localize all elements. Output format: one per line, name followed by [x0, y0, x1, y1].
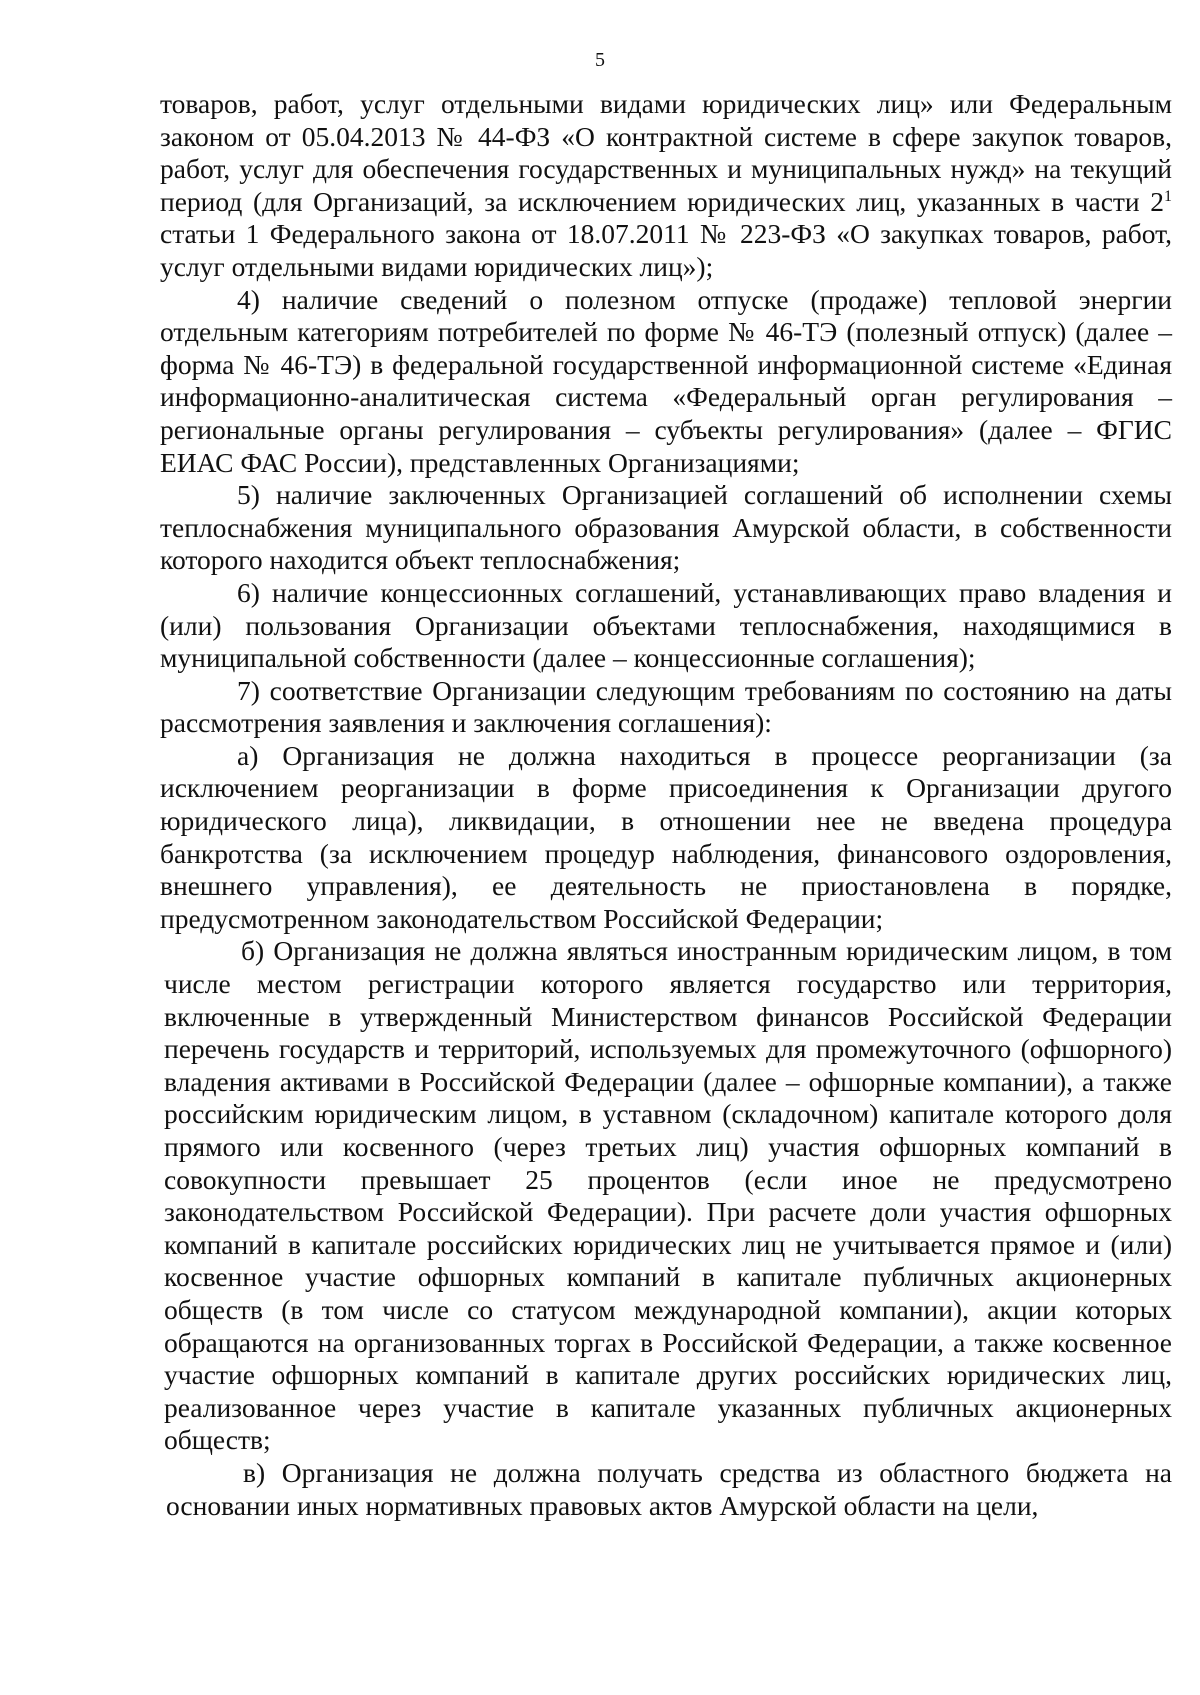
document-body — [160, 88, 1172, 1522]
paragraph-subitem-v: в) Организация не должна получать средства из областного бюджета на основании иных нормативных правовых актов Амурской области на цели, — [166, 1456, 1172, 1521]
paragraph-text: статьи 1 Федерального закона от 18.07.2011 № 223-ФЗ «О закупках товаров, работ, услуг отдельными видами юридических лиц»); — [160, 218, 1172, 282]
paragraph-subitem-a: а) Организация не должна находиться в процессе реорганизации (за исключением реорганизации в форме присоединения к Организации другого юридического лица), ликвидации, в отношении нее не введена процедура банкротства (за исключением процедур наблюдения, финансового оздоровления, внешнего управления), ее деятельность не приостановлена в порядке, предусмотренном законодательством Российской Федерации; — [160, 739, 1172, 934]
paragraph-item-4: 4) наличие сведений о полезном отпуске (продаже) тепловой энергии отдельным категориям потребителей по форме № 46-ТЭ (полезный отпуск) (далее – форма № 46-ТЭ) в федеральной государственной информационной системе «Единая информационно-аналитическая система «Федеральный орган регулирования – региональные органы регулирования – субъекты регулирования» (далее – ФГИС ЕИАС ФАС России), представленных Организациями; — [160, 283, 1172, 478]
paragraph-continuation — [160, 88, 1172, 284]
page-number: 5 — [595, 49, 605, 71]
paragraph-item-5: 5) наличие заключенных Организацией соглашений об исполнении схемы теплоснабжения муниципального образования Амурской области, в собственности которого находится объект теплоснабжения; — [160, 479, 1172, 576]
paragraph-text: товаров, работ, услуг отдельными видами юридических лиц» или Федеральным законом от 05.04.2013 № 44-ФЗ «О контрактной системе в сфере закупок товаров, работ, услуг для обеспечения государственных и муниципальных нужд» на текущий период (для Организаций, за исключением юридических лиц, указанных в части 2 — [160, 88, 1172, 217]
paragraph-item-7: 7) соответствие Организации следующим требованиям по состоянию на даты рассмотрения заявления и заключения соглашения): — [160, 674, 1172, 739]
paragraph-subitem-b: б) Организация не должна являться иностранным юридическим лицом, в том числе местом регистрации которого является государство или территория, включенные в утвержденный Министерством финансов Российской Федерации перечень государств и территорий, используемых для промежуточного (офшорного) владения активами в Российской Федерации (далее – офшорные компании), а также российским юридическим лицом, в уставном (складочном) капитале которого доля прямого или косвенного (через третьих лиц) участия офшорных компаний в совокупности превышает 25 процентов (если иное не предусмотрено законодательством Российской Федерации). При расчете доли участия офшорных компаний в капитале российских юридических лиц не учитывается прямое и (или) косвенное участие офшорных компаний в капитале публичных акционерных обществ (в том числе со статусом международной компании), акции которых обращаются на организованных торгах в Российской Федерации, а также косвенное участие офшорных компаний в капитале других российских юридических лиц, реализованное через участие в капитале указанных публичных акционерных обществ; — [164, 935, 1172, 1456]
superscript: 1 — [1164, 187, 1172, 205]
paragraph-item-6: 6) наличие концессионных соглашений, устанавливающих право владения и (или) пользования Организации объектами теплоснабжения, находящимися в муниципальной собственности (далее – концессионные соглашения); — [160, 576, 1172, 674]
